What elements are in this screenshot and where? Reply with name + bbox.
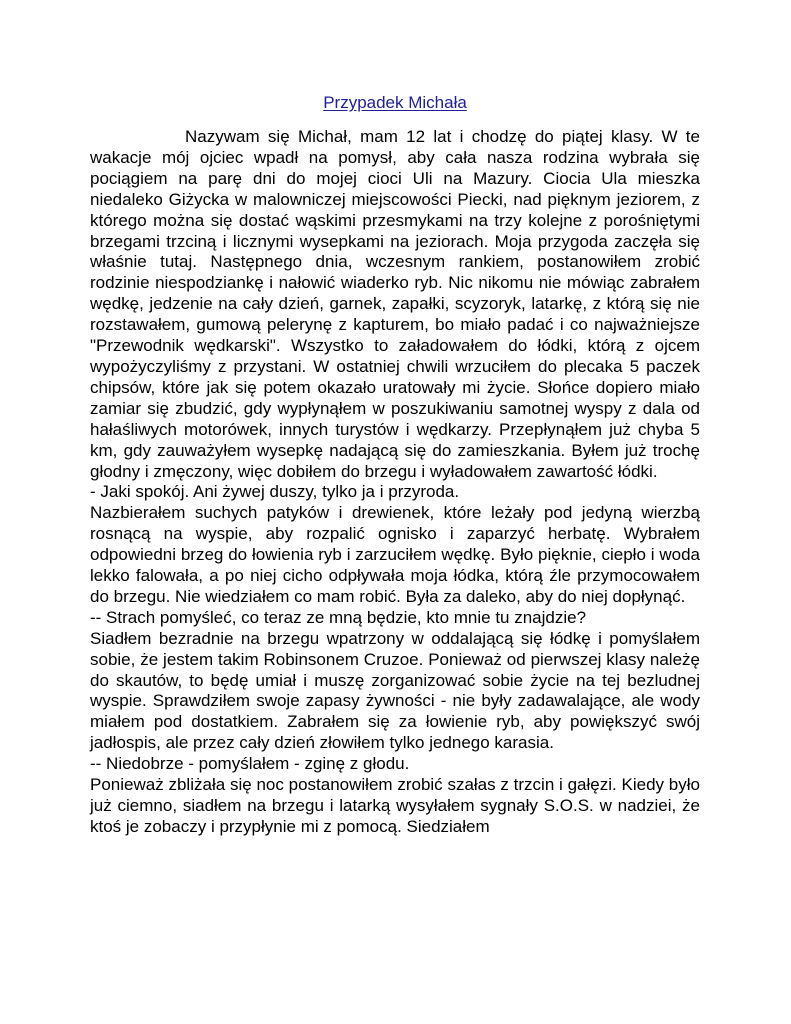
document-page [90, 92, 700, 838]
document-title-link[interactable]: Przypadek Michała [323, 93, 467, 112]
paragraph-night: Ponieważ zbliżała się noc postanowiłem zrobić szałas z trzcin i gałęzi. Kiedy było już ciemno, siadłem na brzegu i latarką wysyłałem sygnały S.O.S. w nadziei, że ktoś je zobaczy i przypłynie mi z pomocą. Siedziałem [90, 775, 700, 836]
paragraph-intro: Nazywam się Michał, mam 12 lat i chodzę do piątej klasy. W te wakacje mój ojciec wpadł na pomysł, aby cała nasza rodzina wybrała się pociągiem na parę dni do mojej cioci Uli na Mazury. Ciocia Ula mieszka niedaleko Giżycka w malowniczej miejscowości Piecki, nad pięknym jeziorem, z którego można się dostać wąskimi przesmykami na trzy kolejne z porośniętymi brzegami trzciną i licznymi wysepkami na jeziorach. Moja przygoda zaczęła się właśnie tutaj. Następnego dnia, wczesnym rankiem, postanowiłem zrobić rodzinie niespodziankę i nałowić wiaderko ryb. Nic nikomu nie mówiąc zabrałem wędkę, jedzenie na cały dzień, garnek, zapałki, scyzoryk, latarkę, z którą się nie rozstawałem, gumową pelerynę z kapturem, bo miało padać i co najważniejsze "Przewodnik wędkarski". Wszystko to załadowałem do łódki, którą z ojcem wypożyczyliśmy z przystani. W ostatniej chwili wrzuciłem do plecaka 5 paczek chipsów, które jak się potem okazało uratowały mi życie. Słońce dopiero miało zamiar się zbudzić, gdy wypłynąłem w poszukiwaniu samotnej wyspy z dala od hałaśliwych motorówek, innych turystów i wędkarzy. Przepłynąłem już chyba 5 km, gdy zauważyłem wysepkę nadającą się do zamieszkania. Byłem już trochę głodny i zmęczony, więc dobiłem do brzegu i wyładowałem zawartość łódki. [90, 127, 700, 481]
paragraph-dialogue-hunger: -- Niedobrze - pomyślałem - zginę z głodu. [90, 754, 410, 774]
document-title [90, 92, 700, 113]
document-body [90, 127, 700, 838]
paragraph-dialogue-calm: - Jaki spokój. Ani żywej duszy, tylko ja i przyroda. [90, 482, 460, 502]
paragraph-dialogue-fear: -- Strach pomyśleć, co teraz ze mną będzie, kto mnie tu znajdzie? [90, 607, 587, 627]
paragraph-robinson: Siadłem bezradnie na brzegu wpatrzony w oddalającą się łódkę i pomyślałem sobie, że jestem takim Robinsonem Cruzoe. Ponieważ od pierwszej klasy należę do skautów, to będę umiał i muszę zorganizować sobie życie na tej bezludnej wyspie. Sprawdziłem swoje zapasy żywności - nie były zadawalające, ale wody miałem pod dostatkiem. Zabrałem się za łowienie ryb, aby powiększyć swój jadłospis, ale przez cały dzień złowiłem tylko jednego karasia. [90, 628, 700, 753]
paragraph-fishing: Nazbierałem suchych patyków i drewienek, które leżały pod jedyną wierzbą rosnącą na wyspie, aby rozpalić ognisko i zaparzyć herbatę. Wybrałem odpowiedni brzeg do łowienia ryb i zarzuciłem wędkę. Było pięknie, ciepło i woda lekko falowała, a po niej cicho odpływała moja łódka, którą źle przymocowałem do brzegu. Nie wiedziałem co mam robić. Była za daleko, aby do niej dopłynąć. [90, 503, 700, 606]
